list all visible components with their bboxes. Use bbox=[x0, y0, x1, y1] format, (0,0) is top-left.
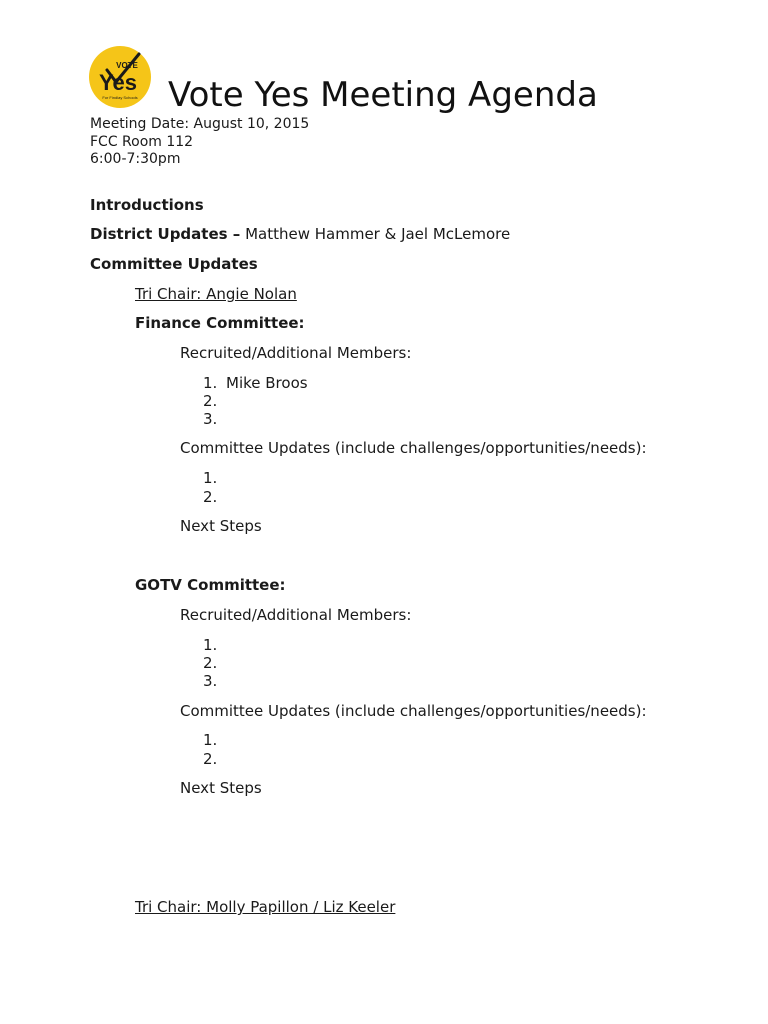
svg-text:Yes: Yes bbox=[99, 70, 137, 95]
list-number: 2. bbox=[203, 654, 218, 672]
list-number: 1. bbox=[203, 731, 218, 749]
gotv-next-steps: Next Steps bbox=[180, 779, 262, 797]
page-title: Vote Yes Meeting Agenda bbox=[168, 75, 598, 115]
finance-recruited-label: Recruited/Additional Members: bbox=[180, 344, 412, 362]
list-number: 2. bbox=[203, 488, 218, 506]
list-number: 1. bbox=[203, 374, 218, 392]
meeting-time: 6:00-7:30pm bbox=[90, 151, 181, 167]
list-number: 2. bbox=[203, 750, 218, 768]
meeting-room: FCC Room 112 bbox=[90, 133, 194, 150]
meeting-details bbox=[90, 116, 309, 169]
list-number: 2. bbox=[203, 392, 218, 410]
committee-updates-heading: Committee Updates bbox=[90, 255, 258, 273]
list-number: 1. bbox=[203, 636, 218, 654]
district-updates-line bbox=[90, 225, 510, 244]
svg-text:VOTE: VOTE bbox=[116, 61, 138, 70]
vote-yes-logo bbox=[89, 46, 151, 108]
district-updates-value: Matthew Hammer & Jael McLemore bbox=[245, 225, 511, 243]
finance-member-1: Mike Broos bbox=[226, 374, 308, 392]
list-number: 1. bbox=[203, 469, 218, 487]
meeting-date: Meeting Date: August 10, 2015 bbox=[90, 116, 310, 132]
finance-updates-label: Committee Updates (include challenges/opportunities/needs): bbox=[180, 439, 647, 457]
svg-text:For Findlay Schools: For Findlay Schools bbox=[102, 95, 138, 100]
list-number: 3. bbox=[203, 410, 218, 428]
list-number: 3. bbox=[203, 672, 218, 690]
tri-chair-2: Tri Chair: Molly Papillon / Liz Keeler bbox=[135, 898, 396, 916]
gotv-committee-heading: GOTV Committee: bbox=[135, 576, 286, 594]
gotv-recruited-label: Recruited/Additional Members: bbox=[180, 606, 412, 624]
district-updates-label: District Updates – bbox=[90, 225, 241, 243]
finance-next-steps: Next Steps bbox=[180, 517, 262, 535]
introductions-heading: Introductions bbox=[90, 196, 204, 214]
tri-chair-1: Tri Chair: Angie Nolan bbox=[135, 285, 297, 303]
gotv-updates-label: Committee Updates (include challenges/opportunities/needs): bbox=[180, 702, 647, 720]
finance-committee-heading: Finance Committee: bbox=[135, 314, 305, 332]
